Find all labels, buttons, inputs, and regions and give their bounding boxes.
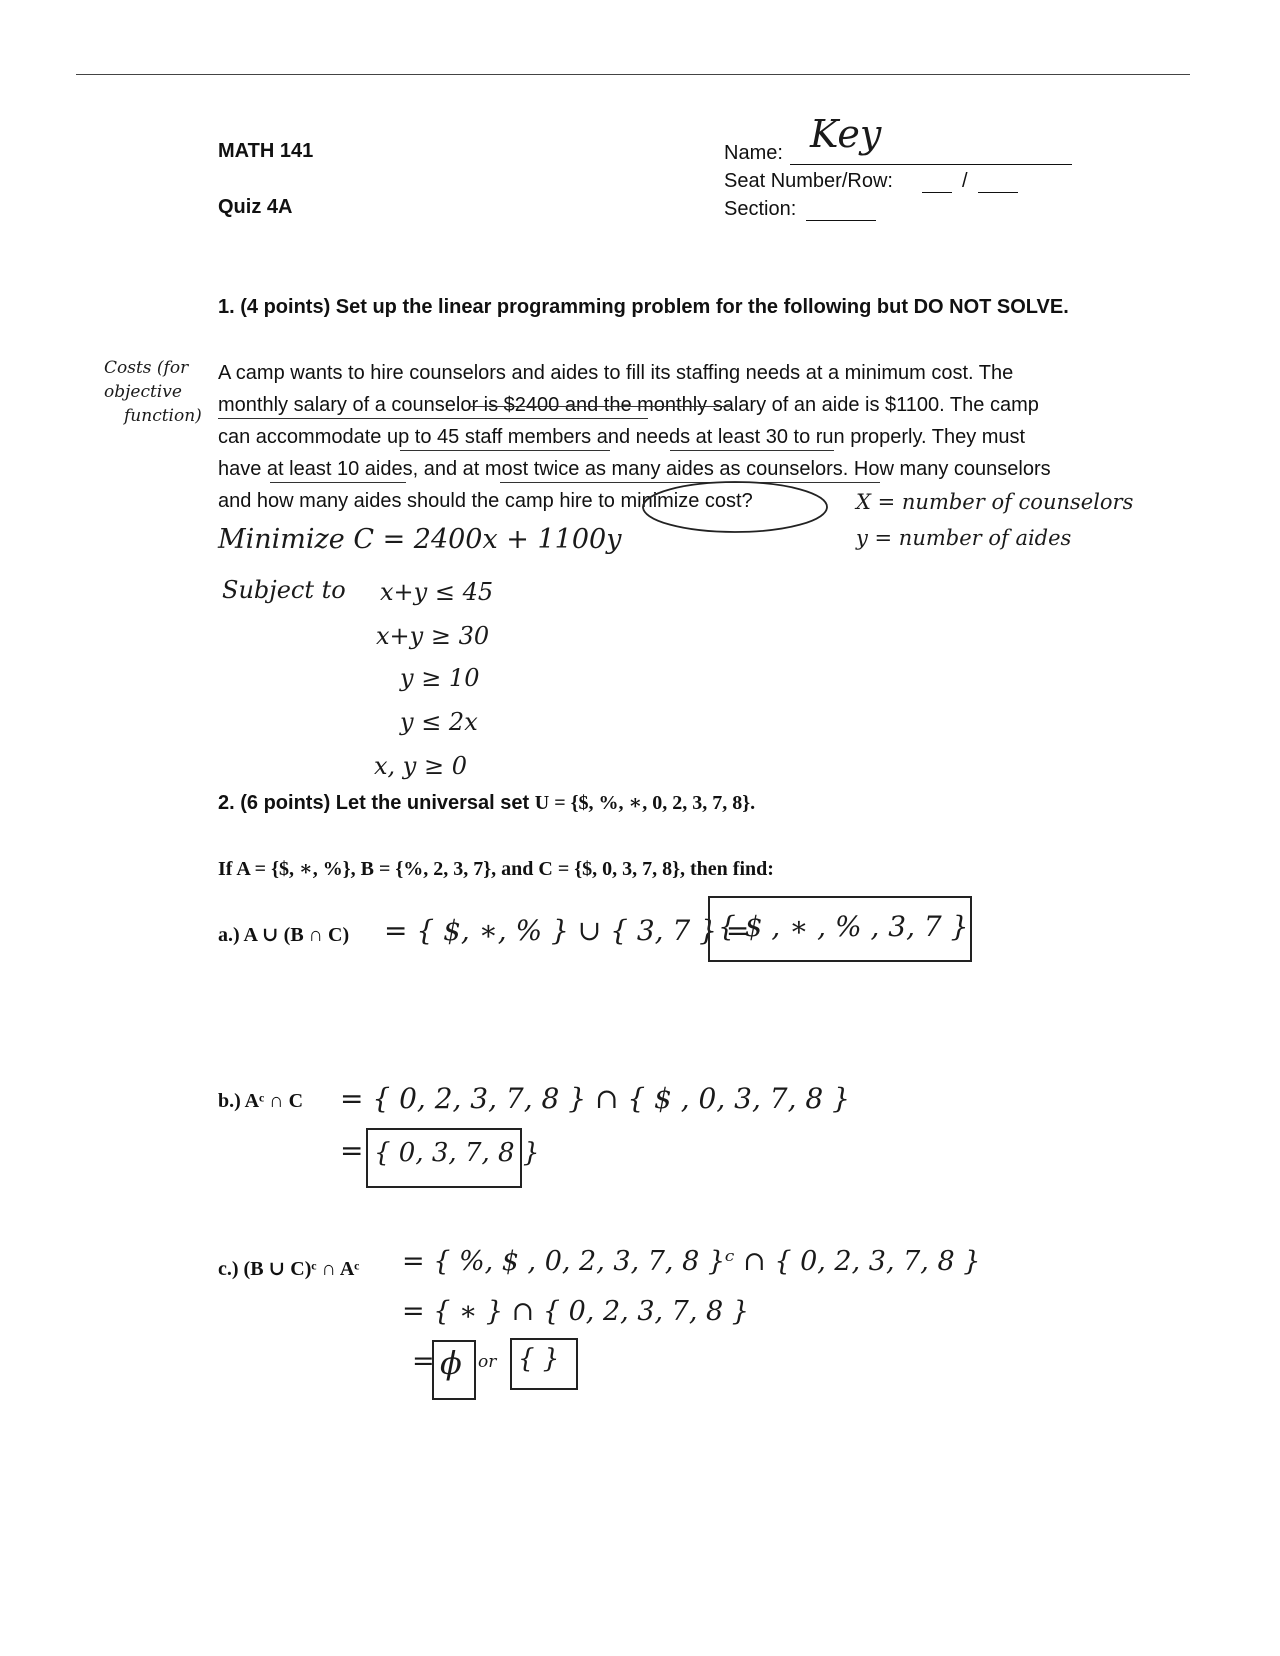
name-value: Key [810, 112, 882, 156]
row-line [978, 192, 1018, 193]
q2-heading: 2. (6 points) Let the universal set U = {$, %, ∗, 0, 2, 3, 7, 8}. [218, 792, 756, 814]
objective: Minimize C = 2400x + 1100y [218, 524, 622, 555]
part-b-label: b.) Aᶜ ∩ C [218, 1090, 304, 1112]
q1-line-4: have at least 10 aides, and at most twice as many aides as counselors. How many counselors [218, 458, 1051, 480]
underline-salary [218, 418, 648, 419]
underline-aides [270, 482, 406, 483]
part-c-work-1: = { %, $ , 0, 2, 3, 7, 8 }ᶜ ∩ { 0, 2, 3, 7, 8 } [402, 1246, 981, 1277]
top-rule [76, 74, 1190, 75]
constraint-4: y ≤ 2x [400, 708, 478, 736]
q1-line-1: A camp wants to hire counselors and aides to fill its staffing needs at a minimum cost. The [218, 362, 1014, 384]
part-a-work: = { $, ∗, % } ∪ { 3, 7 } = [384, 914, 750, 947]
margin-note: Costs (for objective function) [104, 358, 202, 426]
underline-minimum [670, 450, 834, 451]
var-x: X = number of counselors [856, 490, 1134, 514]
part-c-or: or [478, 1352, 497, 1372]
seat-label: Seat Number/Row: [724, 170, 893, 192]
part-c-eq: = [412, 1346, 435, 1377]
part-c-work-2: = { ∗ } ∩ { 0, 2, 3, 7, 8 } [402, 1296, 749, 1327]
q2-given: If A = {$, ∗, %}, B = {%, 2, 3, 7}, and C = {$, 0, 3, 7, 8}, then find: [218, 858, 774, 880]
part-b-answer: { 0, 3, 7, 8 } [374, 1138, 540, 1168]
underline-capacity [400, 450, 610, 451]
q1-line-3: can accommodate up to 45 staff members and needs at least 30 to run properly. They must [218, 426, 1026, 448]
q1-heading: 1. (4 points) Set up the linear programming problem for the following but DO NOT SOLVE. [218, 296, 1069, 318]
part-c-label: c.) (B ∪ C)ᶜ ∩ Aᶜ [218, 1258, 360, 1280]
subject-to: Subject to [222, 576, 346, 604]
constraint-3: y ≥ 10 [400, 664, 480, 692]
circle-minimize-cost [640, 478, 830, 536]
seat-line [922, 192, 952, 193]
name-label: Name: [724, 142, 783, 164]
part-a-label: a.) A ∪ (B ∩ C) [218, 924, 350, 946]
q1-line-2: monthly salary of a counselor is $2400 and the monthly salary of an aide is $1100. The camp [218, 394, 1039, 416]
seat-slash: / [962, 170, 968, 192]
universal-set: U = {$, %, ∗, 0, 2, 3, 7, 8}. [534, 792, 756, 814]
strike-salary [470, 406, 730, 407]
part-a-answer: { $ , ∗ , % , 3, 7 } [718, 910, 969, 943]
part-b-eq: = [340, 1134, 364, 1167]
name-line [790, 164, 1072, 165]
q1-line-5: and how many aides should the camp hire to minimize cost? [218, 490, 753, 512]
constraint-1: x+y ≤ 45 [380, 578, 494, 606]
var-y: y = number of aides [856, 526, 1072, 550]
course-title: MATH 141 [218, 140, 314, 162]
section-line [806, 220, 876, 221]
section-label: Section: [724, 198, 797, 220]
constraint-2: x+y ≥ 30 [376, 622, 490, 650]
part-c-answer-2: { } [518, 1344, 560, 1374]
part-c-answer-1: ϕ [440, 1344, 462, 1382]
quiz-title: Quiz 4A [218, 196, 293, 218]
constraint-5: x, y ≥ 0 [374, 752, 467, 780]
part-b-work: = { 0, 2, 3, 7, 8 } ∩ { $ , 0, 3, 7, 8 } [340, 1082, 850, 1115]
